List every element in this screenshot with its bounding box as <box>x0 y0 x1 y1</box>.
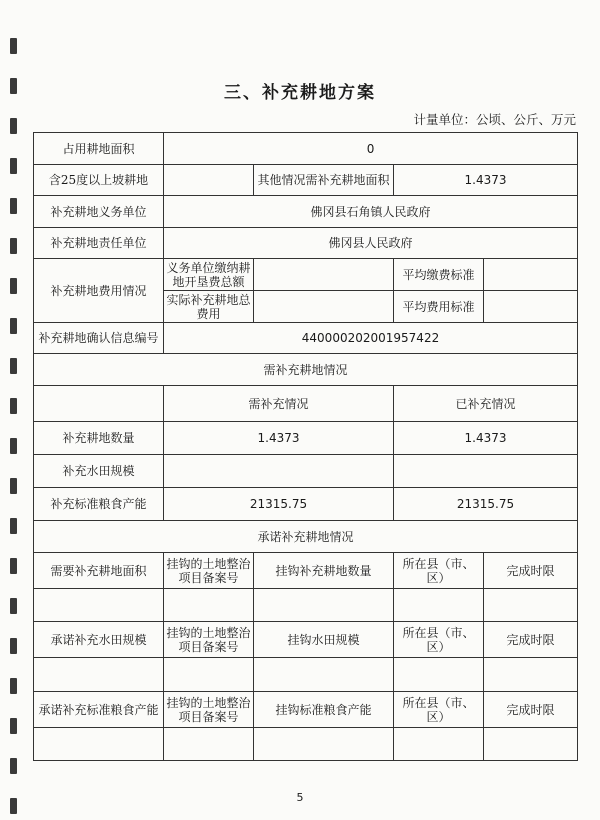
page-title: 三、补充耕地方案 <box>224 83 376 103</box>
responsible-unit-label: 补充耕地责任单位 <box>34 228 164 259</box>
promise-deadline-header: 完成时限 <box>484 622 578 658</box>
actual-total-value <box>254 291 394 323</box>
table-row <box>34 228 578 259</box>
binding-hole <box>10 518 17 534</box>
promise-project-no-header: 挂钩的土地整治项目备案号 <box>164 622 254 658</box>
avg-cost-label: 平均费用标准 <box>394 291 484 323</box>
need-item-done-value: 1.4373 <box>394 422 578 455</box>
obligation-unit-label: 补充耕地义务单位 <box>34 196 164 228</box>
promise-amount-header: 挂钩补充耕地数量 <box>254 553 394 589</box>
promise-group-label: 承诺补充水田规模 <box>34 622 164 658</box>
promise-project-no-header: 挂钩的土地整治项目备案号 <box>164 553 254 589</box>
table-row <box>34 521 578 553</box>
binding-hole <box>10 558 17 574</box>
binding-hole <box>10 198 17 214</box>
confirm-no-value: 440000202001957422 <box>164 323 578 354</box>
binding-hole <box>10 358 17 374</box>
need-section-title: 需补充耕地情况 <box>34 354 578 386</box>
paid-total-label: 义务单位缴纳耕地开垦费总额 <box>164 259 254 291</box>
need-item-label: 补充标准粮食产能 <box>34 488 164 521</box>
promise-deadline-header: 完成时限 <box>484 553 578 589</box>
need-header-blank <box>34 386 164 422</box>
promise-county-header: 所在县（市、区） <box>394 622 484 658</box>
need-item-label: 补充耕地数量 <box>34 422 164 455</box>
other-area-label: 其他情况需补充耕地面积 <box>254 165 394 196</box>
need-item-need-value: 1.4373 <box>164 422 394 455</box>
table-row <box>34 692 578 728</box>
table-row <box>34 455 578 488</box>
land-replenishment-table <box>33 132 578 761</box>
promise-group-label: 承诺补充标准粮食产能 <box>34 692 164 728</box>
table-row <box>34 553 578 589</box>
avg-cost-value <box>484 291 578 323</box>
table-row <box>34 386 578 422</box>
confirm-no-label: 补充耕地确认信息编号 <box>34 323 164 354</box>
promise-group-label: 需要补充耕地面积 <box>34 553 164 589</box>
binding-hole <box>10 398 17 414</box>
promise-project-no-header: 挂钩的土地整治项目备案号 <box>164 692 254 728</box>
table-row <box>34 354 578 386</box>
table-row <box>34 259 578 291</box>
need-item-need-value <box>164 455 394 488</box>
table-row <box>34 622 578 658</box>
binding-hole <box>10 278 17 294</box>
table-row <box>34 165 578 196</box>
paid-total-value <box>254 259 394 291</box>
done-col-header: 已补充情况 <box>394 386 578 422</box>
occupied-area-label: 占用耕地面积 <box>34 133 164 165</box>
avg-pay-label: 平均缴费标准 <box>394 259 484 291</box>
need-col-header: 需补充情况 <box>164 386 394 422</box>
need-item-done-value <box>394 455 578 488</box>
need-item-label: 补充水田规模 <box>34 455 164 488</box>
table-row <box>34 196 578 228</box>
cost-label: 补充耕地费用情况 <box>34 259 164 323</box>
binding-hole <box>10 678 17 694</box>
promise-county-header: 所在县（市、区） <box>394 692 484 728</box>
binding-hole <box>10 478 17 494</box>
binding-holes <box>10 38 20 818</box>
responsible-unit-value: 佛冈县人民政府 <box>164 228 578 259</box>
avg-pay-value <box>484 259 578 291</box>
binding-hole <box>10 758 17 774</box>
binding-hole <box>10 438 17 454</box>
binding-hole <box>10 238 17 254</box>
promise-county-header: 所在县（市、区） <box>394 553 484 589</box>
occupied-area-value: 0 <box>164 133 578 165</box>
promise-amount-header: 挂钩水田规模 <box>254 622 394 658</box>
slope-land-label: 含25度以上坡耕地 <box>34 165 164 196</box>
other-area-value: 1.4373 <box>394 165 578 196</box>
need-item-done-value: 21315.75 <box>394 488 578 521</box>
binding-hole <box>10 318 17 334</box>
actual-total-label: 实际补充耕地总费用 <box>164 291 254 323</box>
binding-hole <box>10 718 17 734</box>
promise-section-title: 承诺补充耕地情况 <box>34 521 578 553</box>
promise-amount-header: 挂钩标准粮食产能 <box>254 692 394 728</box>
binding-hole <box>10 158 17 174</box>
table-row <box>34 589 578 622</box>
table-row <box>34 488 578 521</box>
binding-hole <box>10 38 17 54</box>
binding-hole <box>10 638 17 654</box>
binding-hole <box>10 118 17 134</box>
promise-deadline-header: 完成时限 <box>484 692 578 728</box>
units-note: 计量单位：公顷、公斤、万元 <box>413 112 576 127</box>
table-row <box>34 658 578 692</box>
table-row <box>34 323 578 354</box>
table-row <box>34 728 578 761</box>
binding-hole <box>10 598 17 614</box>
obligation-unit-value: 佛冈县石角镇人民政府 <box>164 196 578 228</box>
table-row <box>34 422 578 455</box>
table-row <box>34 133 578 165</box>
page-number: 5 <box>296 791 304 804</box>
need-item-need-value: 21315.75 <box>164 488 394 521</box>
slope-land-value <box>164 165 254 196</box>
